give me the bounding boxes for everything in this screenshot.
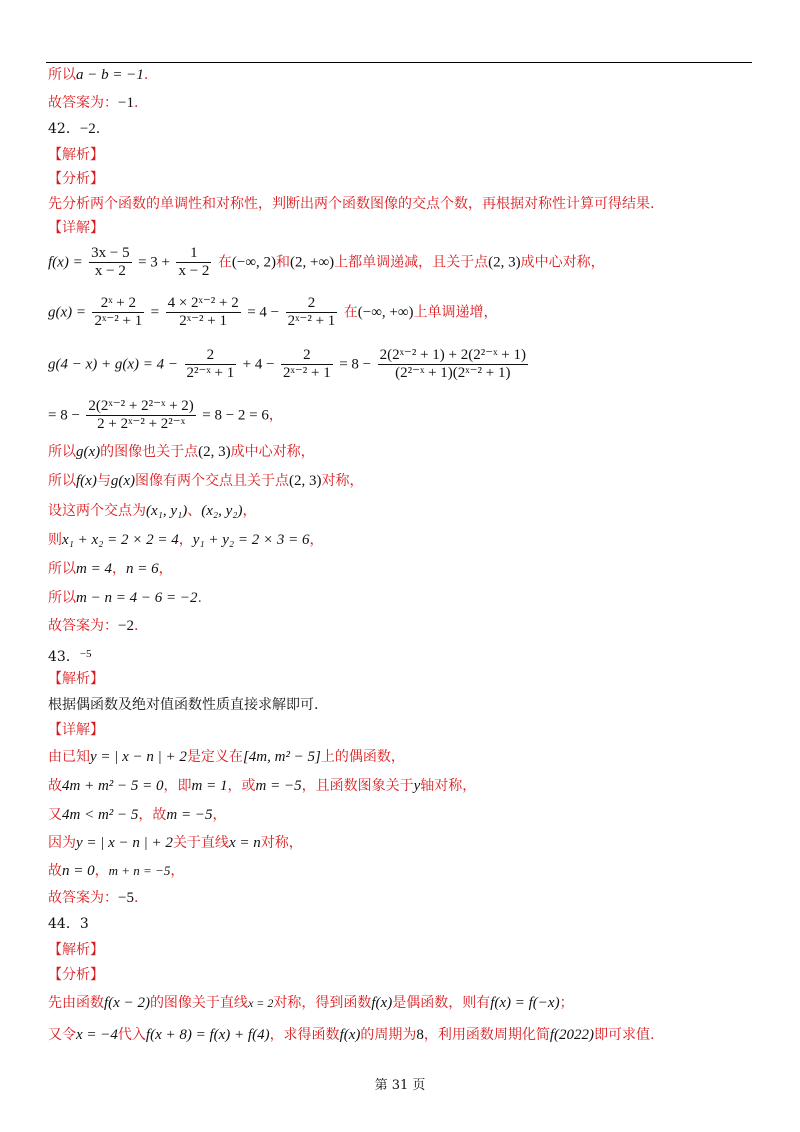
formula: f(x) = f(−x)	[490, 995, 560, 1011]
text: 所以	[48, 473, 76, 489]
formula: (−∞, 2)	[231, 254, 277, 271]
section-heading: 【解析】	[48, 147, 104, 163]
text: 的图像也关于点	[100, 444, 199, 460]
formula: f(x)	[371, 995, 393, 1011]
text: 故答案为：	[48, 618, 118, 634]
text-line: 先分析两个函数的单调性和对称性，判断出两个函数图像的交点个数，再根据对称性计算可得结果.	[48, 196, 655, 212]
section-heading: 【分析】	[48, 171, 104, 187]
formula: x = 2	[247, 996, 274, 1010]
text: ，	[268, 407, 283, 424]
text: 成中心对称，	[520, 254, 605, 271]
text: 成中心对称，	[230, 444, 315, 460]
formula: [4m, m² − 5]	[242, 749, 321, 765]
formula: m − n = 4 − 6 = −2	[76, 590, 198, 606]
text: 、	[187, 503, 202, 519]
text: 所以	[48, 590, 76, 606]
fraction: $\frac{\text{2(2ˣ⁻² + 2²⁻ˣ + 2)}}{\text{2 + 2ˣ⁻² + 2²⁻ˣ}}$	[88, 398, 194, 432]
formula: f(x + 8) = f(x) + f(4)	[145, 1027, 270, 1043]
text: .	[133, 890, 139, 906]
section-heading: 【解析】	[48, 942, 104, 958]
text-line	[48, 443, 315, 461]
fraction: $\frac{\text{2(2ˣ⁻² + 1) + 2(2²⁻ˣ + 1)}}{\text{(2²⁻ˣ + 1)(2ˣ⁻² + 1)}}$	[379, 347, 526, 381]
formula: = 8 −	[339, 356, 372, 373]
formula: f(2022)	[549, 1027, 595, 1043]
text: ；	[559, 995, 574, 1011]
text: 上单调递增，	[413, 304, 498, 321]
formula: −2	[79, 121, 96, 137]
text: .	[133, 95, 139, 111]
section-heading: 【详解】	[48, 220, 104, 236]
text-line	[48, 589, 202, 607]
text: 和	[276, 254, 291, 271]
formula: (x₁, y₁)	[146, 503, 188, 519]
text: ，求得函数	[269, 1027, 340, 1043]
text: 是偶函数，则有	[392, 995, 491, 1011]
text: 代入	[117, 1027, 146, 1043]
text: 图像有两个交点且关于点	[134, 473, 289, 489]
formula: g(x) =	[48, 304, 87, 321]
text: 故答案为：	[48, 95, 118, 111]
formula: 4m < m² − 5	[62, 807, 139, 823]
text: 先由函数	[48, 995, 104, 1011]
text: 由已知	[48, 749, 90, 765]
text: ，	[212, 807, 227, 823]
fraction: $\frac{\text{2ˣ + 2}}{\text{2ˣ⁻² + 1}}$	[94, 295, 143, 329]
text-line	[48, 531, 323, 549]
formula: m = 1	[191, 778, 228, 794]
text: .	[95, 121, 101, 137]
text-line	[48, 806, 226, 824]
text: ，或	[227, 778, 256, 794]
text: 对称，	[260, 835, 303, 851]
section-heading: 【分析】	[48, 967, 104, 983]
text: 又令	[48, 1027, 76, 1043]
text: ，	[158, 561, 173, 577]
text: 是定义在	[186, 749, 243, 765]
formula: m = −5	[166, 807, 213, 823]
text: 因为	[48, 835, 76, 851]
text: 与	[96, 473, 111, 489]
text: ，且函数图象关于	[301, 778, 414, 794]
formula: g(x)	[110, 473, 135, 489]
text: 的图像关于直线	[149, 995, 248, 1011]
text: 对称，得到函数	[273, 995, 372, 1011]
fraction: $\frac{3x - 5}{x - 2}$	[91, 245, 130, 279]
fraction: $\frac{1}{x - 2}$	[178, 245, 210, 279]
formula: n = 0	[62, 863, 95, 879]
text: 43．	[48, 649, 80, 665]
text: 42．	[48, 121, 80, 137]
text: .	[143, 67, 149, 83]
question-number	[48, 120, 100, 138]
text: ，	[242, 503, 257, 519]
formula: f(x − 2)	[104, 995, 150, 1011]
page-number: 第 31 页	[374, 1078, 426, 1093]
formula: x = n	[228, 835, 261, 851]
formula: (2, 3)	[198, 444, 231, 460]
text: 所以	[48, 561, 76, 577]
formula: −5	[118, 890, 134, 906]
text: ，利用函数周期化简	[423, 1027, 550, 1043]
text: ，	[309, 532, 324, 548]
text-line	[48, 748, 405, 766]
text: 在	[343, 304, 358, 321]
text-line	[48, 994, 574, 1012]
text: 对称，	[321, 473, 364, 489]
text: 上的偶函数，	[320, 749, 405, 765]
formula: (2, 3)	[288, 473, 322, 489]
text-line: 根据偶函数及绝对值函数性质直接求解即可.	[48, 697, 319, 713]
text-line	[48, 560, 173, 578]
text: ，故	[138, 807, 167, 823]
formula: a − b = −1	[76, 67, 144, 83]
header-rule	[46, 62, 752, 63]
formula: m = −5	[255, 778, 302, 794]
text: 上都单调递减，且关于点	[334, 254, 489, 271]
formula: (2, +∞)	[290, 254, 335, 271]
formula: y = | x − n | + 2	[76, 835, 173, 851]
formula: g(x)	[76, 444, 101, 460]
formula: −2	[118, 618, 134, 634]
formula: 8	[416, 1027, 424, 1043]
text: 故	[48, 863, 62, 879]
formula-line	[48, 347, 530, 382]
formula: f(x)	[339, 1027, 361, 1043]
question-number	[48, 645, 92, 666]
formula: = 3 +	[138, 254, 170, 271]
text: ，	[94, 863, 109, 879]
question-number: 44．3	[48, 916, 89, 932]
text: ，即	[163, 778, 192, 794]
text: 又	[48, 807, 62, 823]
formula: = 8 − 2 = 6	[202, 407, 269, 424]
formula: = 4 −	[247, 304, 280, 321]
text: ，	[178, 532, 193, 548]
text: 则	[48, 532, 62, 548]
text: 的周期为	[360, 1027, 417, 1043]
text: 关于直线	[172, 835, 229, 851]
fraction: $\frac{2}{\text{2²⁻ˣ + 1}}$	[186, 347, 235, 381]
section-heading: 【详解】	[48, 722, 104, 738]
text: 在	[217, 254, 232, 271]
formula: y₁ + y₂ = 2 × 3 = 6	[192, 532, 310, 548]
text-line	[48, 834, 303, 852]
text: .	[133, 618, 139, 634]
formula: −5	[79, 648, 92, 660]
text: .	[197, 590, 202, 606]
text-line	[48, 66, 148, 84]
text: ，	[111, 561, 126, 577]
formula: y	[413, 778, 421, 794]
text-line	[48, 862, 184, 880]
text-line	[48, 1026, 655, 1044]
answer-line	[48, 889, 138, 907]
fraction: $\frac{\text{4 × 2ˣ⁻² + 2}}{\text{2ˣ⁻² + 1}}$	[167, 295, 239, 329]
formula-line	[48, 245, 605, 280]
formula-line	[48, 295, 498, 330]
formula: (x₂, y₂)	[201, 503, 243, 519]
text: 轴对称，	[420, 778, 477, 794]
formula: = 8 −	[48, 407, 80, 424]
formula: x₁ + x₂ = 2 × 2 = 4	[62, 532, 179, 548]
text-line	[48, 502, 257, 520]
formula: (2, 3)	[488, 254, 521, 271]
answer-line	[48, 94, 138, 112]
formula-line	[48, 398, 283, 433]
formula: −1	[118, 95, 134, 111]
fraction: $\frac{2}{\text{2ˣ⁻² + 1}}$	[283, 347, 331, 381]
text: 所以	[48, 67, 76, 83]
text-line	[48, 472, 363, 490]
formula: f(x) =	[48, 254, 83, 271]
formula: y = | x − n | + 2	[90, 749, 187, 765]
formula: f(x)	[76, 473, 97, 489]
formula: =	[150, 304, 160, 321]
text: 故答案为：	[48, 890, 118, 906]
text: 设这两个交点为	[48, 503, 146, 519]
formula: m + n = −5	[108, 863, 171, 878]
text: 故	[48, 778, 62, 794]
fraction: $\frac{2}{\text{2ˣ⁻² + 1}}$	[287, 295, 336, 329]
answer-line	[48, 617, 138, 635]
text: ，	[170, 863, 185, 879]
text: 即可求值.	[594, 1027, 655, 1043]
section-heading: 【解析】	[48, 671, 104, 687]
text-line	[48, 777, 476, 795]
formula: g(4 − x) + g(x) = 4 −	[48, 356, 179, 373]
formula: 4m + m² − 5 = 0	[62, 778, 164, 794]
formula: n = 6	[125, 561, 159, 577]
formula: + 4 −	[242, 356, 275, 373]
formula: x = −4	[76, 1027, 118, 1043]
formula: m = 4	[76, 561, 112, 577]
formula: (−∞, +∞)	[357, 304, 414, 321]
text: 所以	[48, 444, 76, 460]
